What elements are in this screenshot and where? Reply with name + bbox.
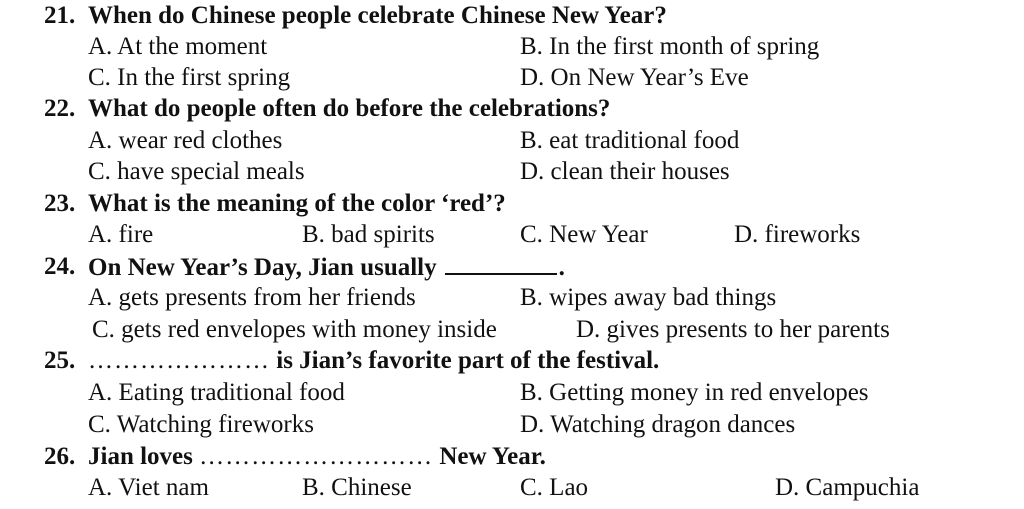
options-row [0,472,1024,504]
question-25 [0,345,1024,377]
option-d[interactable]: D. gives presents to her parents [576,316,890,343]
option-c[interactable]: C. In the first spring [88,64,291,91]
option-a[interactable]: A. wear red clothes [88,127,283,154]
question-text-after: . [558,254,565,281]
question-text [88,251,565,284]
options-row [0,156,1024,188]
option-d[interactable]: D. Watching dragon dances [520,411,796,438]
question-text [88,345,659,377]
question-24 [0,251,1024,283]
option-a[interactable]: A. gets presents from her friends [88,284,416,311]
options-row [0,282,1024,314]
option-c[interactable]: C. New Year [520,221,648,248]
question-text: When do Chinese people celebrate Chinese New Year? [88,2,667,29]
option-c[interactable]: C. have special meals [88,158,305,185]
answer-blank[interactable]: ……………………… [199,443,434,470]
question-text: What do people often do before the celebrations? [88,95,611,122]
option-d[interactable]: D. clean their houses [520,158,730,185]
option-b[interactable]: B. Getting money in red envelopes [520,379,869,406]
question-number: 21. [44,2,76,29]
option-d[interactable]: D. On New Year’s Eve [520,64,749,91]
option-c[interactable]: C. Watching fireworks [88,411,314,438]
answer-blank[interactable]: ………………… [88,347,270,374]
question-number: 22. [44,95,76,122]
option-d[interactable]: D. fireworks [734,221,861,248]
options-row [0,62,1024,94]
options-row [0,314,1024,346]
question-23 [0,188,1024,220]
question-number: 26. [44,443,76,470]
option-b[interactable]: B. bad spirits [302,221,435,248]
options-row [0,31,1024,63]
options-row [0,125,1024,157]
options-row [0,377,1024,409]
answer-blank[interactable] [445,251,557,275]
question-text-after: is Jian’s favorite part of the festival. [276,347,660,374]
option-c[interactable]: C. Lao [520,474,589,501]
question-number: 23. [44,190,76,217]
question-text: What is the meaning of the color ‘red’? [88,190,506,217]
option-d[interactable]: D. Campuchia [775,474,920,501]
options-row [0,409,1024,441]
question-number: 25. [44,347,76,374]
question-21 [0,0,1024,32]
option-a[interactable]: A. At the moment [88,33,268,60]
question-22 [0,93,1024,125]
question-number: 24. [44,253,76,280]
question-text [88,441,546,473]
option-a[interactable]: A. Viet nam [88,474,209,501]
option-b[interactable]: B. wipes away bad things [520,284,777,311]
option-c[interactable]: C. gets red envelopes with money inside [92,316,497,343]
option-b[interactable]: B. Chinese [302,474,412,501]
option-a[interactable]: A. fire [88,221,154,248]
option-a[interactable]: A. Eating traditional food [88,379,345,406]
question-text-before: On New Year’s Day, Jian usually [88,254,437,281]
option-b[interactable]: B. eat traditional food [520,127,740,154]
question-26 [0,441,1024,473]
options-row [0,219,1024,251]
question-text-after: New Year. [439,443,546,470]
option-b[interactable]: B. In the first month of spring [520,33,820,60]
question-text-before: Jian loves [88,443,193,470]
